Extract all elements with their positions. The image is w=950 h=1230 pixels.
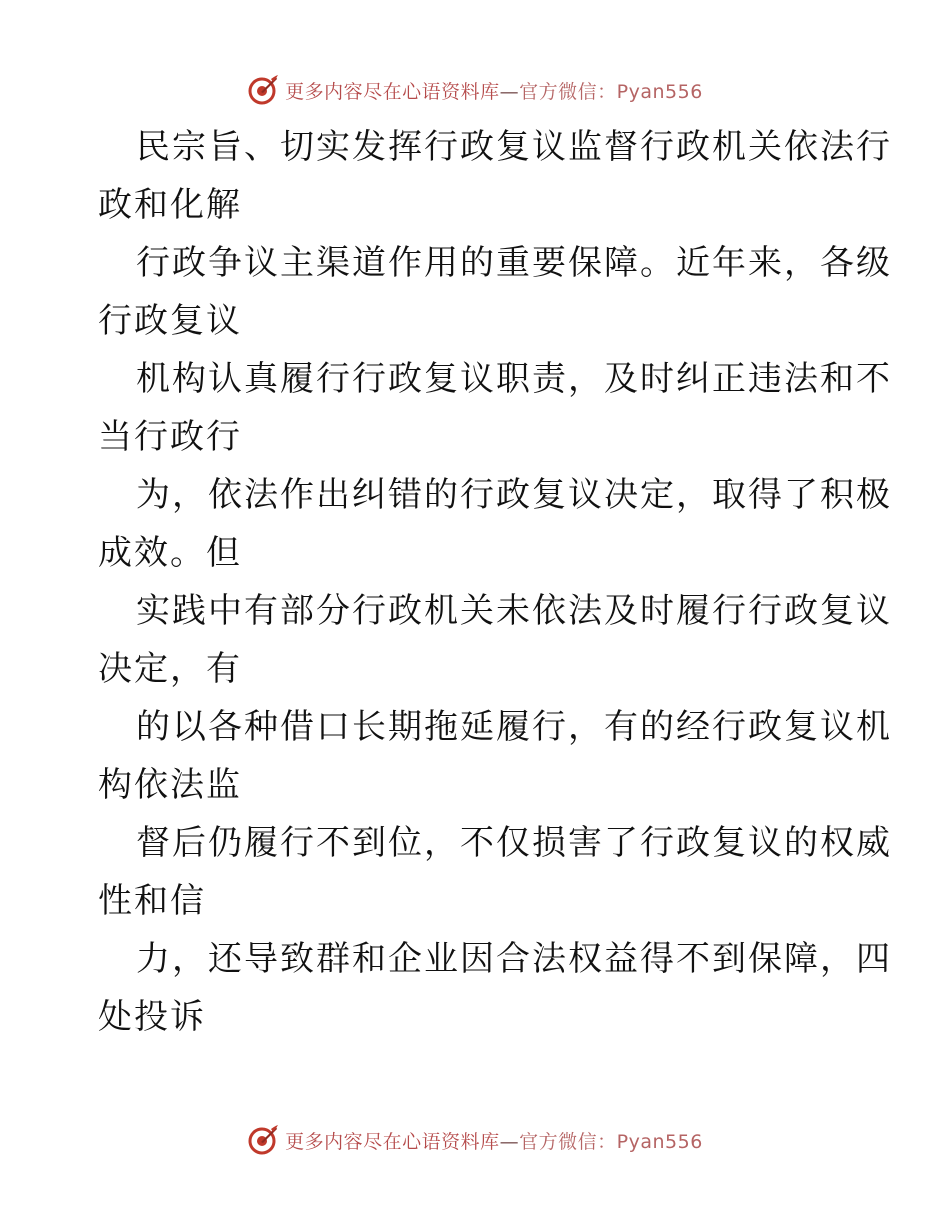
body-line: 为，依法作出纠错的行政复议决定，取得了积极 — [136, 475, 892, 515]
body-line: 政和化解 — [98, 185, 242, 225]
body-line: 行政复议 — [98, 301, 242, 341]
body-line: 督后仍履行不到位，不仅损害了行政复议的权威 — [136, 823, 892, 863]
header-banner — [0, 72, 950, 108]
body-line: 性和信 — [98, 881, 206, 921]
body-line: 成效。但 — [98, 533, 242, 573]
banner-contact-text: 官方微信：Pyan556 — [519, 80, 703, 103]
banner-text — [285, 77, 703, 104]
quill-pen-logo-icon — [247, 1124, 279, 1156]
quill-pen-logo-icon — [247, 74, 279, 106]
body-line: 实践中有部分行政机关未依法及时履行行政复议 — [136, 591, 892, 631]
body-line: 构依法监 — [98, 765, 242, 805]
banner-separator: — — [499, 1130, 520, 1153]
banner-separator: — — [499, 80, 520, 103]
body-line: 力，还导致群和企业因合法权益得不到保障，四 — [136, 939, 892, 979]
banner-contact-text: 官方微信：Pyan556 — [519, 1130, 703, 1153]
body-line: 当行政行 — [98, 417, 242, 457]
body-line: 处投诉 — [98, 997, 206, 1037]
body-line: 的以各种借口长期拖延履行，有的经行政复议机 — [136, 707, 892, 747]
footer-banner — [0, 1122, 950, 1158]
body-line: 民宗旨、切实发挥行政复议监督行政机关依法行 — [136, 127, 892, 167]
body-line: 决定，有 — [98, 649, 242, 689]
body-line: 行政争议主渠道作用的重要保障。近年来，各级 — [136, 243, 892, 283]
banner-main-text: 更多内容尽在心语资料库 — [285, 1130, 500, 1153]
banner-text — [285, 1127, 703, 1154]
body-line: 机构认真履行行政复议职责，及时纠正违法和不 — [136, 359, 892, 399]
banner-main-text: 更多内容尽在心语资料库 — [285, 80, 500, 103]
document-body — [98, 118, 892, 1046]
